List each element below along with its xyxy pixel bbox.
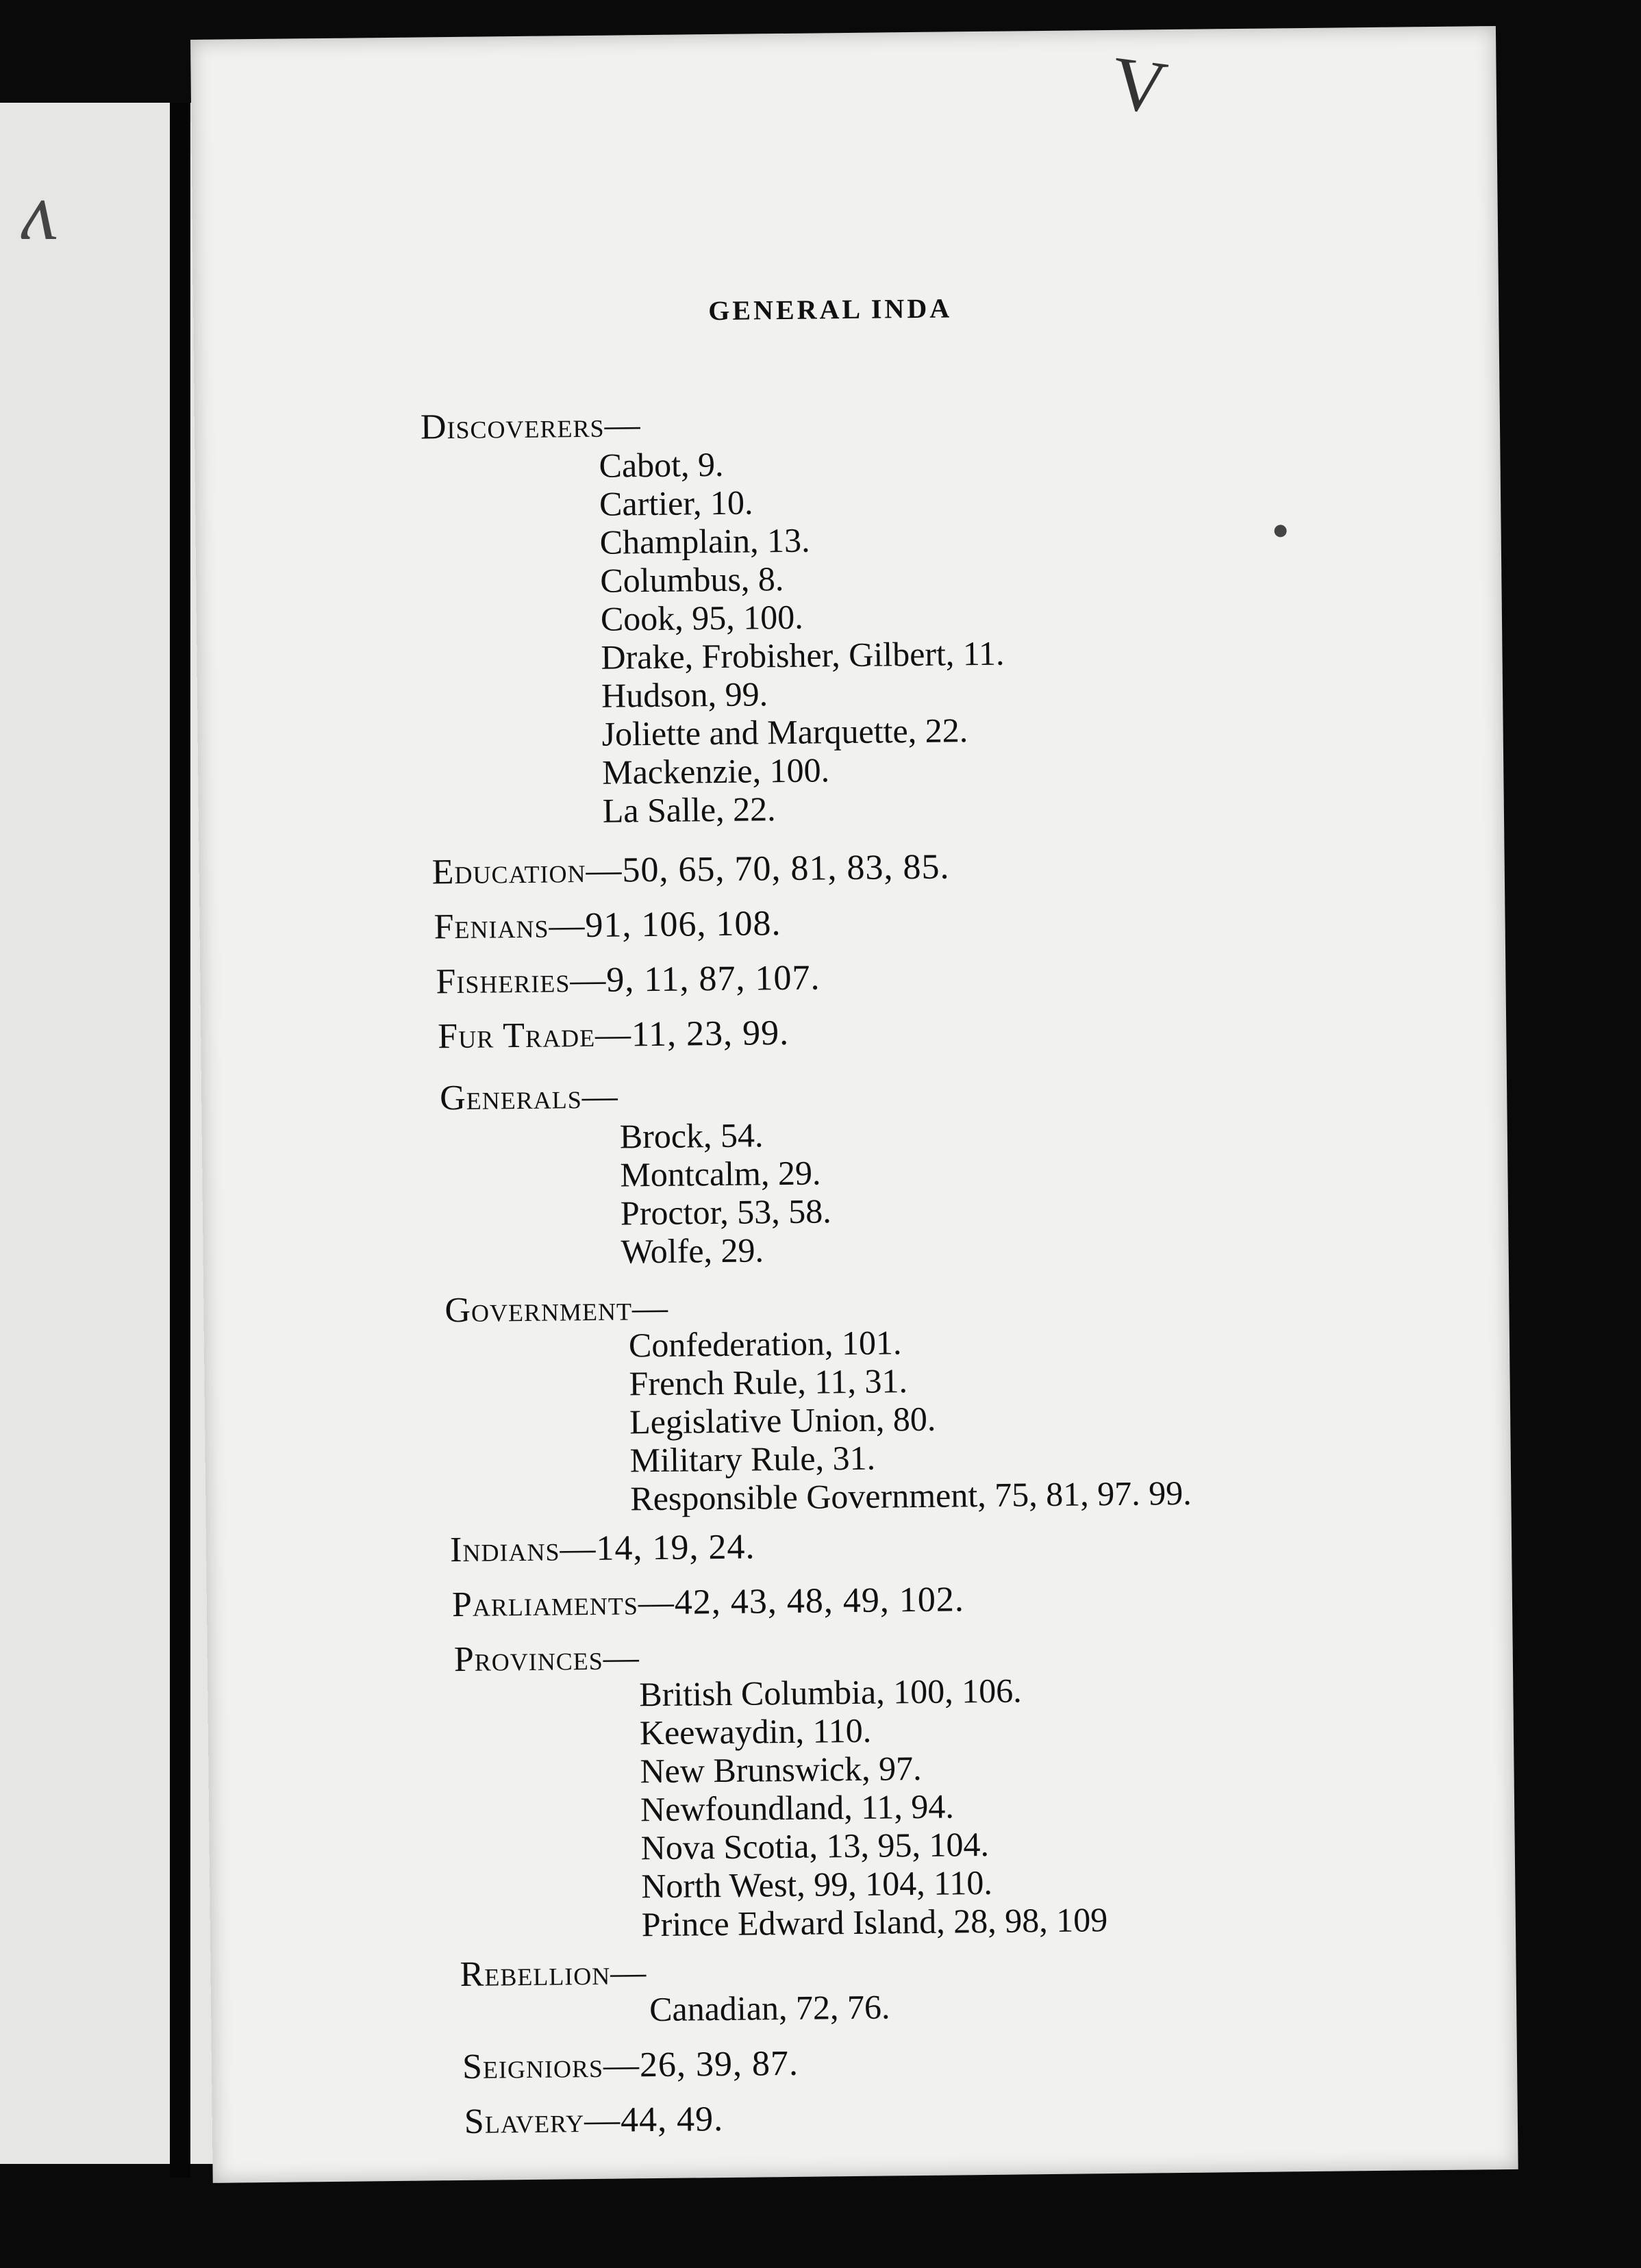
- subentry: Legislative Union, 80.: [629, 1399, 936, 1441]
- entry-pages: 42, 43, 48, 49, 102.: [674, 1580, 965, 1622]
- corner-check-mark: V: [1107, 40, 1172, 131]
- subentry: La Salle, 22.: [602, 790, 776, 830]
- subentry: Military Rule, 31.: [629, 1438, 876, 1480]
- entry-heading: Fenians—: [434, 906, 586, 947]
- subentry: Wolfe, 29.: [621, 1231, 764, 1271]
- subentry: Nova Scotia, 13, 95, 104.: [640, 1824, 990, 1867]
- generals-subentries: [620, 1115, 832, 1270]
- index-entry-indians: [450, 1526, 755, 1570]
- index-entry-education: [431, 846, 949, 892]
- index-entry-generals: [440, 1076, 618, 1119]
- subentry: Keewaydin, 110.: [639, 1711, 872, 1752]
- ink-speck: [1275, 525, 1287, 537]
- discoverers-subentries: [599, 442, 1006, 830]
- entry-heading: Parliaments—: [451, 1583, 675, 1625]
- book-spine: [170, 103, 190, 2178]
- entry-pages: 26, 39, 87.: [639, 2043, 799, 2085]
- index-entry-parliaments: [452, 1579, 964, 1625]
- entry-pages: 11, 23, 99.: [631, 1013, 790, 1055]
- subentry: Joliette and Marquette, 22.: [601, 711, 968, 753]
- subentry: Champlain, 13.: [599, 520, 810, 562]
- index-entry-fisheries: [436, 957, 820, 1002]
- entry-heading: Indians—: [449, 1528, 597, 1570]
- entry-pages: 91, 106, 108.: [585, 904, 781, 946]
- entry-heading: Slavery—: [464, 2100, 621, 2141]
- provinces-subentries: [639, 1670, 1107, 1943]
- entry-heading: Fur Trade—: [437, 1015, 632, 1057]
- subentry: Cook, 95, 100.: [600, 597, 804, 638]
- subentry: North West, 99, 104, 110.: [640, 1863, 993, 1906]
- index-entry-fur-trade: [438, 1013, 789, 1057]
- subentry: Responsible Government, 75, 81, 97. 99.: [630, 1473, 1192, 1518]
- government-subentries: [629, 1320, 1192, 1518]
- entry-heading: Discoverers—: [420, 405, 641, 447]
- subentry: Brock, 54.: [619, 1116, 764, 1156]
- entry-heading: Seigniors—: [462, 2045, 640, 2087]
- index-entry-discoverers: [421, 405, 641, 447]
- rebellion-subentries: [649, 1987, 890, 2028]
- index-entry-slavery: [464, 2099, 724, 2142]
- subentry: French Rule, 11, 31.: [629, 1361, 908, 1403]
- entry-heading: Generals—: [439, 1076, 619, 1118]
- subentry: Hudson, 99.: [601, 675, 768, 715]
- index-entry-seigniors: [462, 2043, 799, 2087]
- entry-heading: Government—: [444, 1288, 669, 1331]
- entry-heading: Fisheries—: [436, 960, 607, 1002]
- subentry: Mackenzie, 100.: [601, 751, 830, 792]
- subentry: Prince Edward Island, 28, 98, 109: [641, 1900, 1108, 1944]
- entry-pages: 9, 11, 87, 107.: [606, 958, 820, 1000]
- index-entry-government: [444, 1288, 668, 1331]
- subentry: Proctor, 53, 58.: [620, 1192, 831, 1233]
- entry-pages: 50, 65, 70, 81, 83, 85.: [622, 847, 950, 890]
- subentry: Canadian, 72, 76.: [649, 1987, 890, 2029]
- subentry: Columbus, 8.: [600, 559, 784, 600]
- entry-heading: Provinces—: [453, 1638, 640, 1680]
- page-title: GENERAL INDA: [708, 292, 953, 327]
- entry-pages: 44, 49.: [620, 2100, 724, 2140]
- subentry: Cabot, 9.: [599, 444, 724, 485]
- subentry: Montcalm, 29.: [620, 1153, 821, 1194]
- subentry: British Columbia, 100, 106.: [639, 1671, 1022, 1714]
- index-entry-rebellion: [460, 1952, 647, 1995]
- subentry: Newfoundland, 11, 94.: [640, 1787, 955, 1829]
- left-page-mark: ʌ: [21, 166, 58, 257]
- index-page: [190, 26, 1518, 2183]
- index-entry-provinces: [453, 1637, 640, 1680]
- subentry: New Brunswick, 97.: [640, 1748, 922, 1791]
- subentry: Drake, Frobisher, Gilbert, 11.: [601, 633, 1005, 677]
- entry-heading: Rebellion—: [460, 1953, 647, 1995]
- entry-pages: 14, 19, 24.: [596, 1527, 755, 1568]
- index-entry-fenians: [434, 903, 781, 947]
- subentry: Cartier, 10.: [599, 483, 753, 523]
- subentry: Confederation, 101.: [628, 1323, 902, 1365]
- entry-heading: Education—: [431, 850, 623, 892]
